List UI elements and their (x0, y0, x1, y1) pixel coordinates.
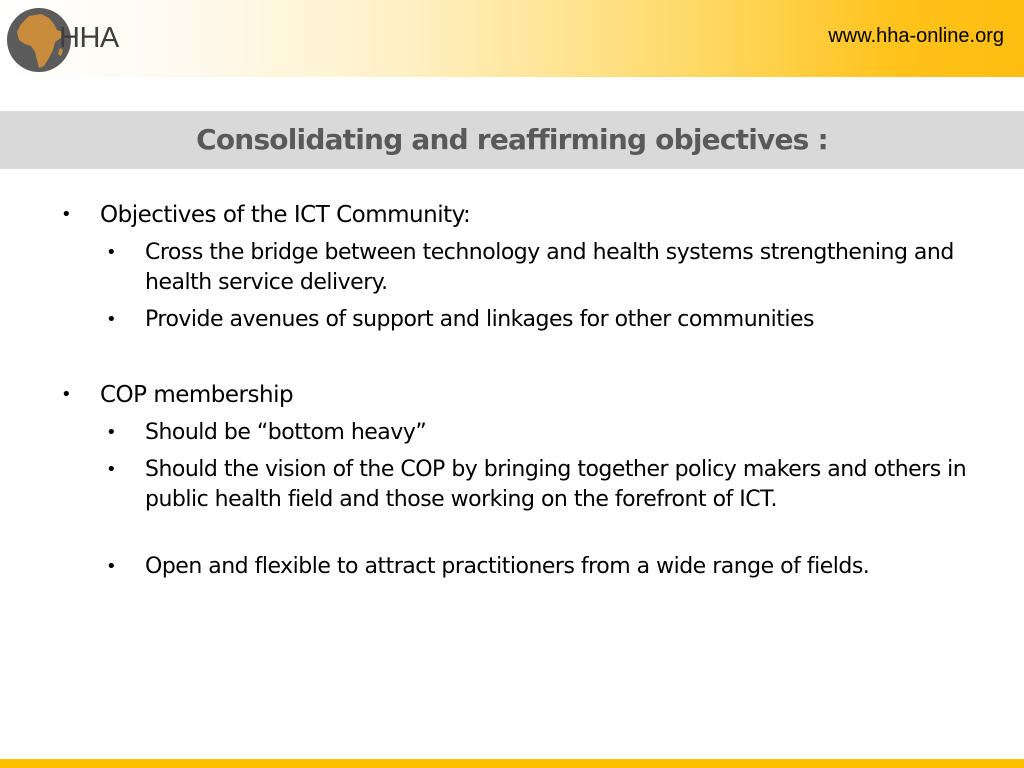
bullet-dot-icon: • (61, 204, 72, 225)
sub-bullet-text: Should be “bottom heavy” (145, 420, 427, 445)
site-url[interactable]: www.hha-online.org (828, 25, 1004, 47)
bullet-dot-icon: • (106, 309, 117, 330)
bullet-dot-icon: • (61, 384, 72, 405)
hha-logo (7, 8, 147, 76)
bullet-item (61, 380, 294, 410)
bullet-dot-icon: • (106, 422, 117, 443)
header-band (0, 0, 1024, 77)
sub-bullet-text: Should the vision of the COP by bringing together policy makers and others in public health field and those working on the forefront of ICT. (145, 457, 967, 512)
sub-bullet-text: Provide avenues of support and linkages for other communities (145, 307, 814, 332)
bullet-dot-icon: • (106, 242, 117, 263)
bullet-text: COP membership (100, 382, 294, 408)
bullet-item (61, 200, 471, 230)
sub-bullet-text: Open and flexible to attract practitioners from a wide range of fields. (145, 554, 870, 579)
bullet-dot-icon: • (106, 459, 117, 480)
bullet-dot-icon: • (106, 556, 117, 577)
sub-bullet-text: Cross the bridge between technology and health systems strengthening and health service delivery. (145, 240, 954, 295)
title-band (0, 111, 1024, 169)
slide-title: Consolidating and reaffirming objectives : (196, 123, 828, 156)
sub-bullet-item (106, 552, 985, 582)
sub-bullet-item (106, 455, 985, 515)
bottom-accent-bar (0, 759, 1024, 768)
sub-bullet-item (106, 305, 985, 335)
logo-text: HHA (59, 22, 119, 54)
sub-bullet-item (106, 418, 985, 448)
sub-bullet-item (106, 238, 985, 298)
bullet-text: Objectives of the ICT Community: (100, 202, 471, 228)
